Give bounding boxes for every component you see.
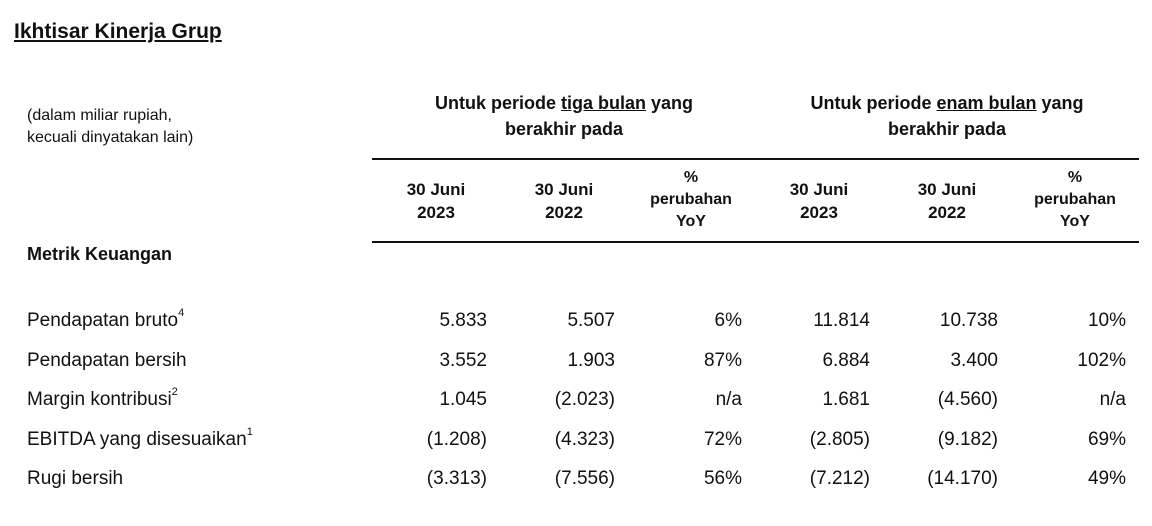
header-top-rule [372,158,1139,160]
column-header-line: YoY [1060,213,1090,230]
group-1-prefix: Untuk periode [434,93,561,113]
row-label-text: Margin kontribusi [27,389,172,410]
column-header-h1-2022 [883,178,1011,224]
footnote-marker: 2 [171,386,178,398]
table-cell: (7.556) [554,468,615,489]
column-header-line: 2022 [928,203,966,222]
table-cell: n/a [1099,389,1126,410]
row-label-contribution-margin [27,386,178,411]
table-cell: 10% [1087,310,1126,331]
table-cell: 49% [1087,468,1126,489]
group-1-line2: berakhir pada [504,119,624,139]
group-1-underlined: tiga bulan [561,93,646,113]
column-header-q2-2023 [372,178,500,224]
table-cell: (2.805) [809,429,870,450]
footnote-marker: 1 [246,426,253,438]
table-cell: (3.313) [426,468,487,489]
table-cell: (1.208) [426,429,487,450]
column-header-line: 30 Juni [534,180,594,199]
column-header-line: 2023 [800,203,838,222]
column-header-q2-yoy [627,167,755,233]
table-cell: 56% [703,468,742,489]
column-header-line: YoY [676,213,706,230]
table-cell: 3.400 [950,350,998,371]
column-header-line: 2023 [417,203,455,222]
table-cell: 3.552 [439,350,487,371]
column-header-h1-yoy [1011,167,1139,233]
column-header-line: 30 Juni [789,180,849,199]
table-cell: 11.814 [813,310,870,331]
unit-note-line-1: (dalam miliar rupiah, [27,107,172,124]
group-2-suffix: yang [1036,93,1084,113]
table-cell: (9.182) [937,429,998,450]
table-cell: 69% [1087,429,1126,450]
group-2-prefix: Untuk periode [810,93,937,113]
page-title: Ikhtisar Kinerja Grup [14,20,222,43]
table-cell: (14.170) [927,468,998,489]
section-title: Metrik Keuangan [27,244,173,264]
column-header-line: perubahan [650,191,732,208]
row-label-net-loss [27,468,123,490]
row-label-gross-revenue [27,307,185,332]
group-2-line2: berakhir pada [887,119,1007,139]
table-cell: 6% [714,310,742,331]
table-cell: 72% [703,429,742,450]
footnote-marker: 4 [178,307,185,319]
table-cell: (2.023) [554,389,615,410]
column-header-h1-2023 [755,178,883,224]
row-label-text: Rugi bersih [27,468,124,489]
table-cell: (7.212) [809,468,870,489]
column-header-line: 30 Juni [406,180,466,199]
column-header-line: 30 Juni [917,180,977,199]
column-header-line: perubahan [1034,191,1116,208]
table-cell: n/a [715,389,742,410]
row-label-text: Pendapatan bersih [27,350,187,371]
row-label-text: Pendapatan bruto [27,310,179,331]
column-header-line: 2022 [545,203,583,222]
unit-note-line-2: kecuali dinyatakan lain) [27,129,194,146]
column-header-q2-2022 [500,178,628,224]
table-cell: 1.681 [822,389,870,410]
table-cell: 5.833 [439,310,487,331]
table-cell: 5.507 [567,310,615,331]
row-label-text: EBITDA yang disesuaikan [27,429,247,450]
table-cell: (4.323) [554,429,615,450]
group-2-underlined: enam bulan [936,93,1037,113]
group-header-six-months [757,90,1137,142]
table-cell: 87% [703,350,742,371]
row-label-adjusted-ebitda [27,426,253,451]
column-header-line: % [683,169,699,186]
table-cell: 10.738 [939,310,998,331]
group-header-three-months [374,90,754,142]
row-label-net-revenue [27,350,187,372]
column-header-line: % [1067,169,1083,186]
unit-note [27,105,193,149]
table-cell: 102% [1077,350,1126,371]
table-cell: 1.045 [439,389,487,410]
header-bottom-rule [372,241,1139,243]
table-cell: (4.560) [937,389,998,410]
table-cell: 6.884 [822,350,870,371]
table-cell: 1.903 [567,350,615,371]
group-1-suffix: yang [646,93,694,113]
